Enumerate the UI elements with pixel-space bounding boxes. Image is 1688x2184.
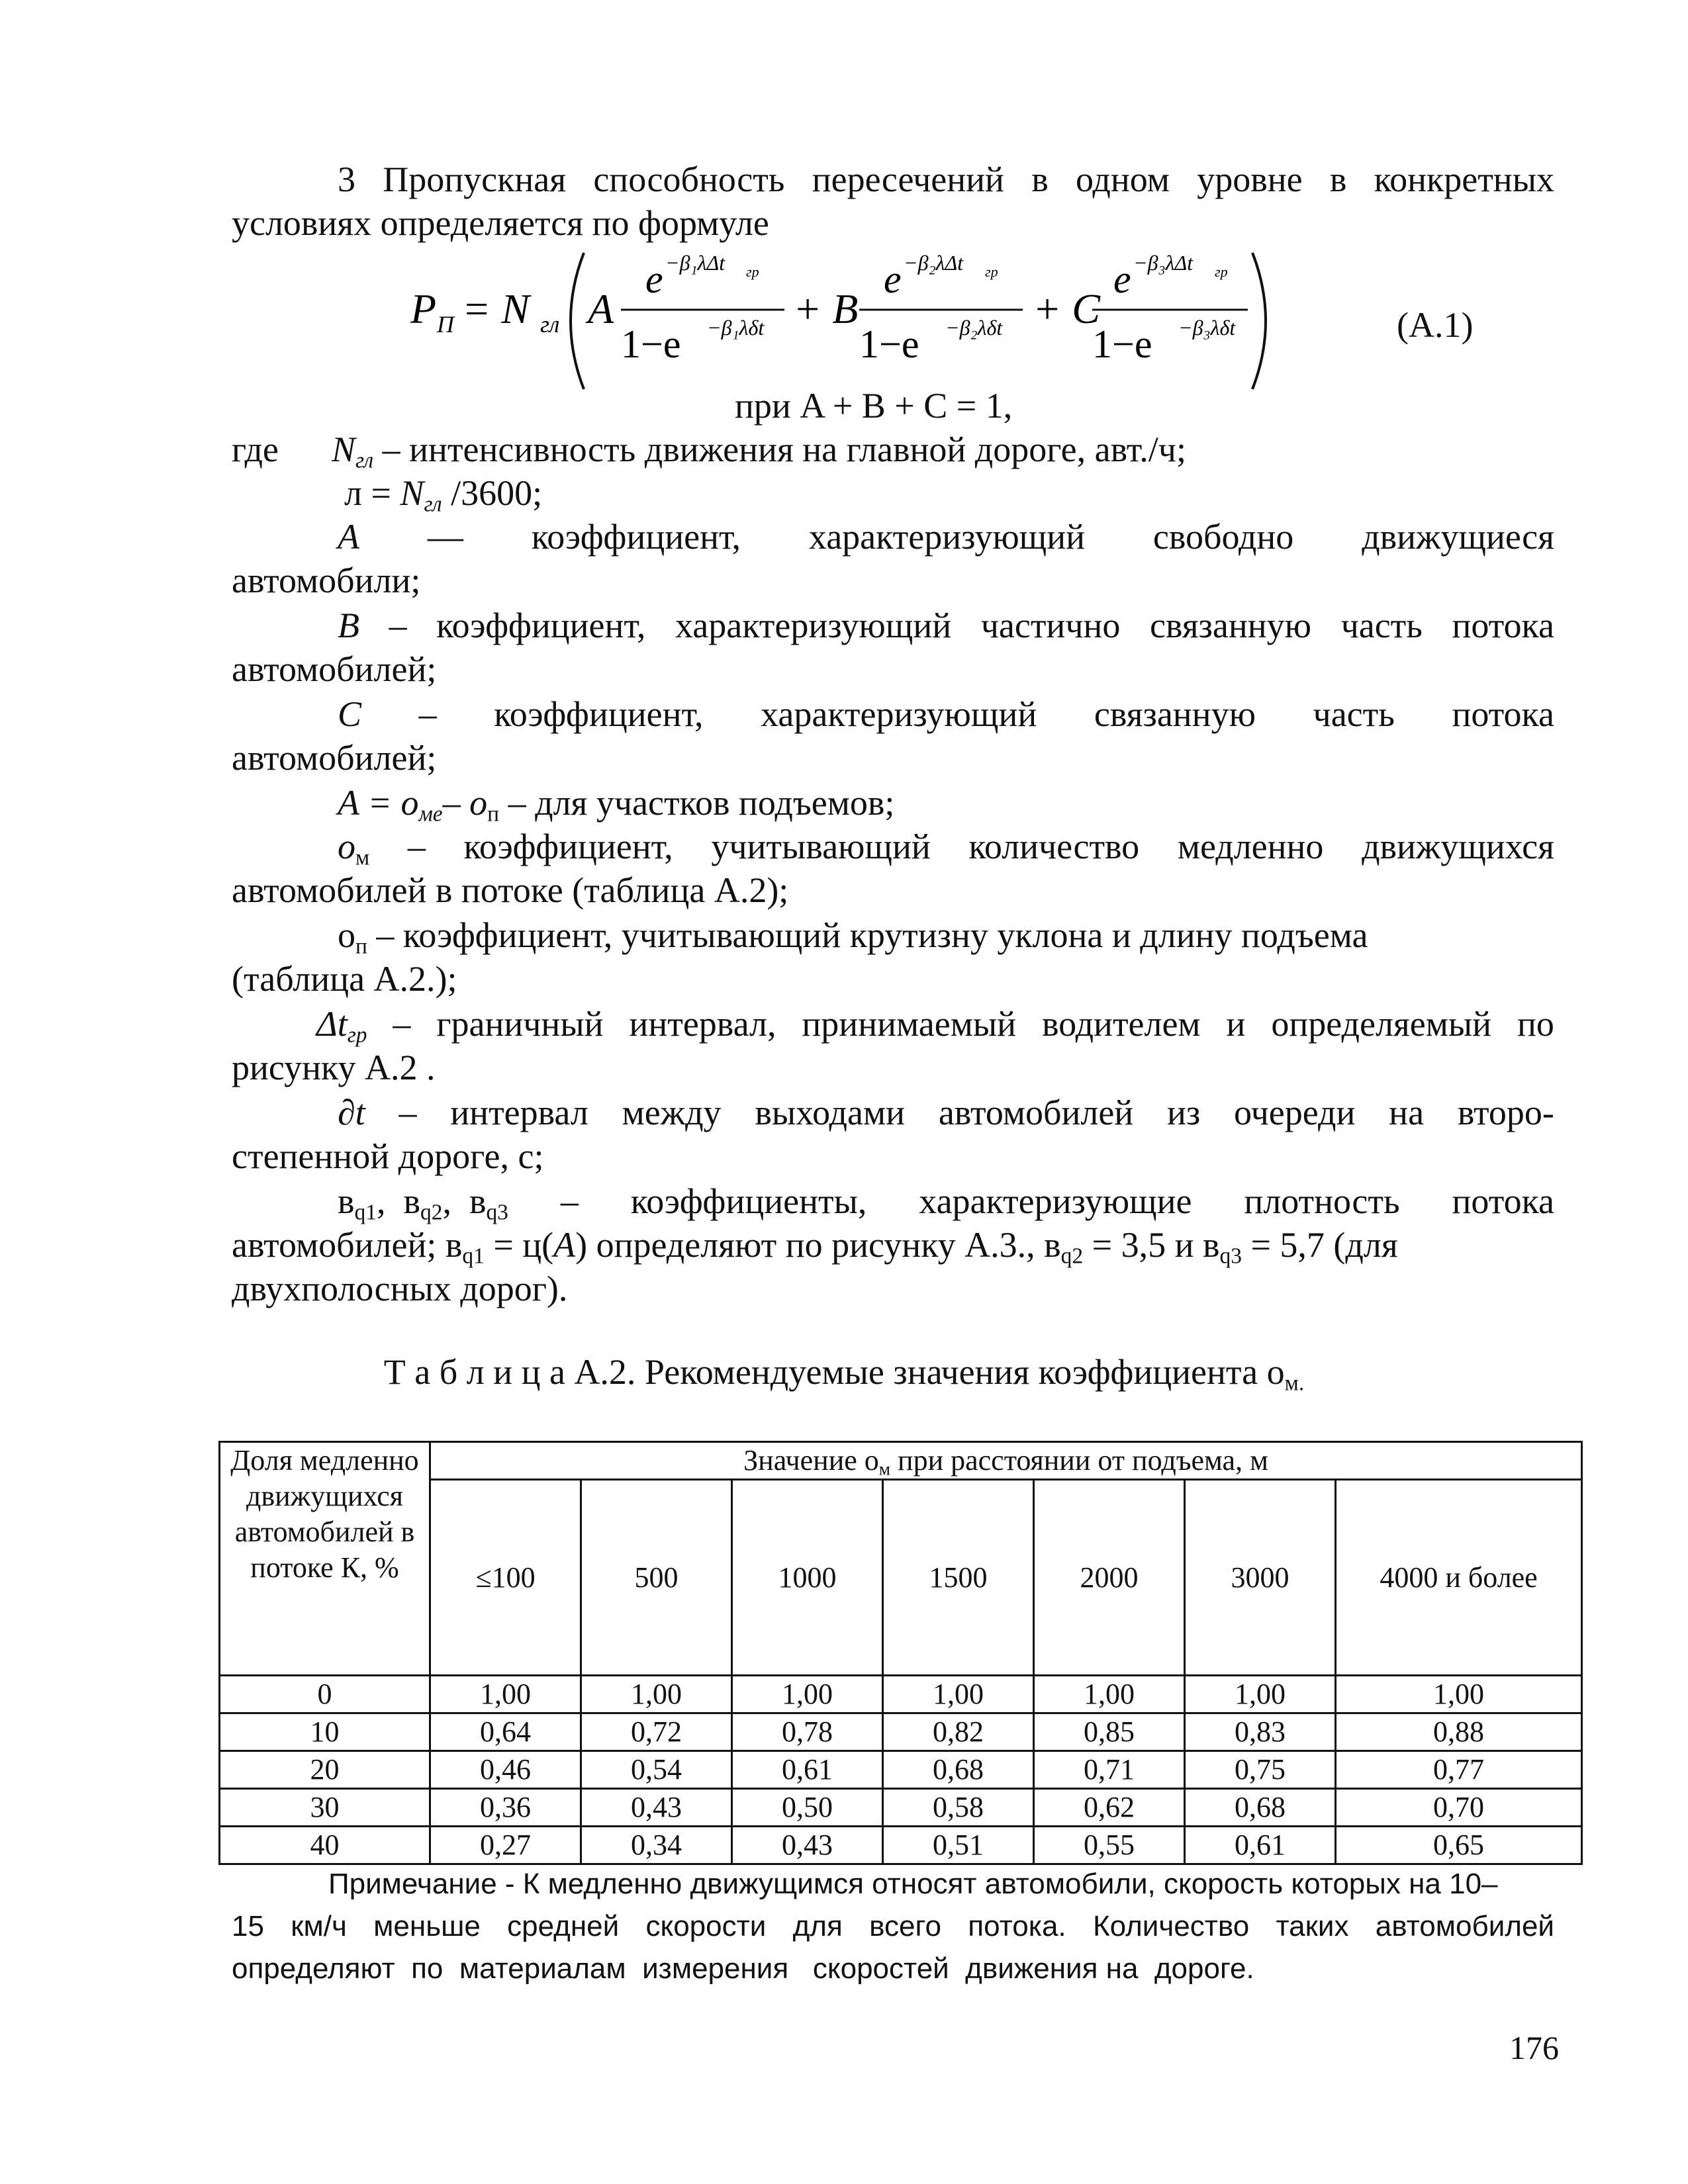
col-header-distance: 1500: [883, 1480, 1034, 1676]
cell-value: 0,61: [1185, 1827, 1336, 1864]
table-body: [220, 1676, 1582, 1864]
def-b: B – коэффициент, характеризующий частично связанную часть потока: [338, 606, 1554, 645]
cell-value: 0,58: [883, 1789, 1034, 1827]
cell-value: 0,62: [1034, 1789, 1185, 1827]
group-header: Значение $о_м$ при расстоянии от подъема, м: [430, 1442, 1582, 1480]
table-row: [220, 1751, 1582, 1789]
def-lambda: $л = N_{гл}$ /3600;: [344, 473, 543, 517]
cell-value: 0,27: [430, 1827, 581, 1864]
def-a-formula: $A = о_{ме}-$ $о_п$ – для участков подъемов;: [338, 783, 895, 827]
formula-lhs: P: [410, 285, 437, 332]
def-b-cont: автомобилей;: [232, 649, 437, 689]
cell-value: 0,88: [1336, 1713, 1582, 1751]
cell-value: 0,51: [883, 1827, 1034, 1864]
table-header-row-1: [220, 1442, 1582, 1480]
cell-value: 0,61: [732, 1751, 883, 1789]
def-dt: $\Delta t_{гр}$ – граничный интервал, принимаемый водителем и определяемый по: [316, 1004, 1554, 1048]
formula-num1-exp: −β₁λΔt: [665, 251, 726, 275]
cell-value: 0,78: [732, 1713, 883, 1751]
cell-value: 1,00: [732, 1676, 883, 1713]
cell-value: 0,83: [1185, 1713, 1336, 1751]
col-header-distance: 500: [581, 1480, 732, 1676]
table-row: [220, 1789, 1582, 1827]
cell-value: 1,00: [1185, 1676, 1336, 1713]
table-row: [220, 1676, 1582, 1713]
cell-value: 0,85: [1034, 1713, 1185, 1751]
cell-value: 0,43: [732, 1827, 883, 1864]
cell-value: 0,75: [1185, 1751, 1336, 1789]
cell-k: 20: [220, 1751, 430, 1789]
col-header-distance: 3000: [1185, 1480, 1336, 1676]
col-header-distance: 4000 и более: [1336, 1480, 1582, 1676]
def-a-cont: автомобили;: [232, 561, 421, 600]
col-header-distance: ≤100: [430, 1480, 581, 1676]
cell-value: 0,82: [883, 1713, 1034, 1751]
cell-value: 0,36: [430, 1789, 581, 1827]
cell-value: 1,00: [883, 1676, 1034, 1713]
cell-value: 0,46: [430, 1751, 581, 1789]
formula-coef-c: + C: [1033, 285, 1100, 332]
cell-value: 1,00: [581, 1676, 732, 1713]
formula-number: (А.1): [1397, 305, 1474, 345]
cell-value: 0,54: [581, 1751, 732, 1789]
formula-den2-exp: −β₂λδt: [945, 316, 1003, 340]
formula-den1: 1−e: [621, 322, 681, 366]
def-c: C – коэффициент, характеризующий связанную часть потока: [338, 694, 1554, 734]
formula-num2-exp-sub: гр: [985, 263, 998, 280]
note-line-3: определяют по материалам измерения скоростей движения на дороге.: [232, 1952, 1254, 1985]
coefficient-table: [218, 1441, 1583, 1865]
formula-n-sub: гл: [540, 311, 560, 338]
def-op-cont: (таблица А.2.);: [232, 959, 457, 999]
cell-value: 0,34: [581, 1827, 732, 1864]
formula-num3-exp: −β₃λΔt: [1133, 251, 1194, 275]
def-bq-line2: автомобилей; $в_{q1} = ц(A)$ определяют по рисунку А.3., $в_{q2} = 3,5$ и $в_{q3} = 5,7$ (для: [232, 1225, 1398, 1269]
def-delta-cont: степенной дороге, с;: [232, 1136, 544, 1176]
def-bq-line3: двухполосных дорог).: [232, 1269, 568, 1308]
formula-right-paren: [1252, 253, 1266, 389]
cell-value: 0,50: [732, 1789, 883, 1827]
cell-k: 0: [220, 1676, 430, 1713]
cell-value: 0,68: [1185, 1789, 1336, 1827]
formula-den3-exp: −β₃λδt: [1178, 316, 1236, 340]
cell-value: 0,71: [1034, 1751, 1185, 1789]
formula-num3-exp-sub: гр: [1215, 263, 1228, 280]
def-om: $о_м$ – коэффициент, учитывающий количество медленно движущихся: [338, 827, 1554, 870]
col-header-distance: 1000: [732, 1480, 883, 1676]
cell-value: 0,43: [581, 1789, 732, 1827]
cell-value: 0,72: [581, 1713, 732, 1751]
cell-value: 0,65: [1336, 1827, 1582, 1864]
formula-num1-exp-sub: гр: [746, 263, 759, 280]
formula-num3-e: e: [1113, 257, 1131, 301]
note-line-2: 15 км/ч меньше средней скорости для всего потока. Количество таких автомобилей: [232, 1910, 1554, 1942]
def-op: $о_п$ – коэффициент, учитывающий крутизну уклона и длину подъема: [338, 915, 1368, 959]
cell-value: 0,55: [1034, 1827, 1185, 1864]
def-bq: $в_{q1}$, $в_{q2}$, $в_{q3}$ – коэффициенты, характеризующие плотность потока: [338, 1181, 1554, 1225]
col-header-distance: 2000: [1034, 1480, 1185, 1676]
formula-a1: [410, 245, 1271, 397]
def-c-cont: автомобилей;: [232, 738, 437, 778]
def-dt-cont: рисунку А.2 .: [232, 1048, 436, 1087]
def-delta: ∂t – интервал между выходами автомобилей из очереди на второ-: [338, 1093, 1554, 1132]
table-row: [220, 1827, 1582, 1864]
table-row: [220, 1713, 1582, 1751]
formula-eq: = N: [462, 285, 530, 332]
table-caption: Т а б л и ц а А.2. Рекомендуемые значения коэффициента $о_{м.}$: [383, 1352, 1305, 1396]
cell-k: 10: [220, 1713, 430, 1751]
cell-k: 30: [220, 1789, 430, 1827]
cell-value: 0,70: [1336, 1789, 1582, 1827]
formula-condition: при A + B + C = 1,: [735, 386, 1013, 426]
formula-den3: 1−e: [1092, 322, 1152, 366]
formula-num1-e: e: [645, 257, 663, 301]
cell-value: 0,64: [430, 1713, 581, 1751]
formula-num2-exp: −β₂λΔt: [904, 251, 964, 275]
cell-value: 0,68: [883, 1751, 1034, 1789]
def-om-cont: автомобилей в потоке (таблица А.2);: [232, 870, 789, 910]
cell-value: 1,00: [1336, 1676, 1582, 1713]
formula-left-paren: [571, 253, 584, 389]
formula-coef-a: A: [588, 285, 614, 332]
cell-value: 1,00: [1034, 1676, 1185, 1713]
cell-value: 0,77: [1336, 1751, 1582, 1789]
cell-k: 40: [220, 1827, 430, 1864]
def-a: A — коэффициент, характеризующий свободно движущиеся: [338, 517, 1554, 557]
intro-line-2: условиях определяется по формуле: [232, 203, 769, 243]
def-n-gl: где $N_{гл}$ – интенсивность движения на главной дороге, авт./ч;: [232, 430, 1186, 473]
formula-den1-exp: −β₁λδt: [707, 316, 765, 340]
formula-lhs-sub: П: [437, 311, 454, 338]
intro-line-1: 3 Пропускная способность пересечений в одном уровне в конкретных: [338, 159, 1554, 199]
note-line-1: Примечание - К медленно движущимся относят автомобили, скорость которых на 10–: [328, 1868, 1498, 1900]
col-header-share: Доля медленно движущихся автомобилей в потоке К, %: [220, 1442, 430, 1676]
formula-den2: 1−e: [859, 322, 919, 366]
page-number: 176: [1509, 2029, 1559, 2066]
formula-coef-b: + B: [793, 285, 859, 332]
cell-value: 1,00: [430, 1676, 581, 1713]
formula-num2-e: e: [884, 257, 902, 301]
